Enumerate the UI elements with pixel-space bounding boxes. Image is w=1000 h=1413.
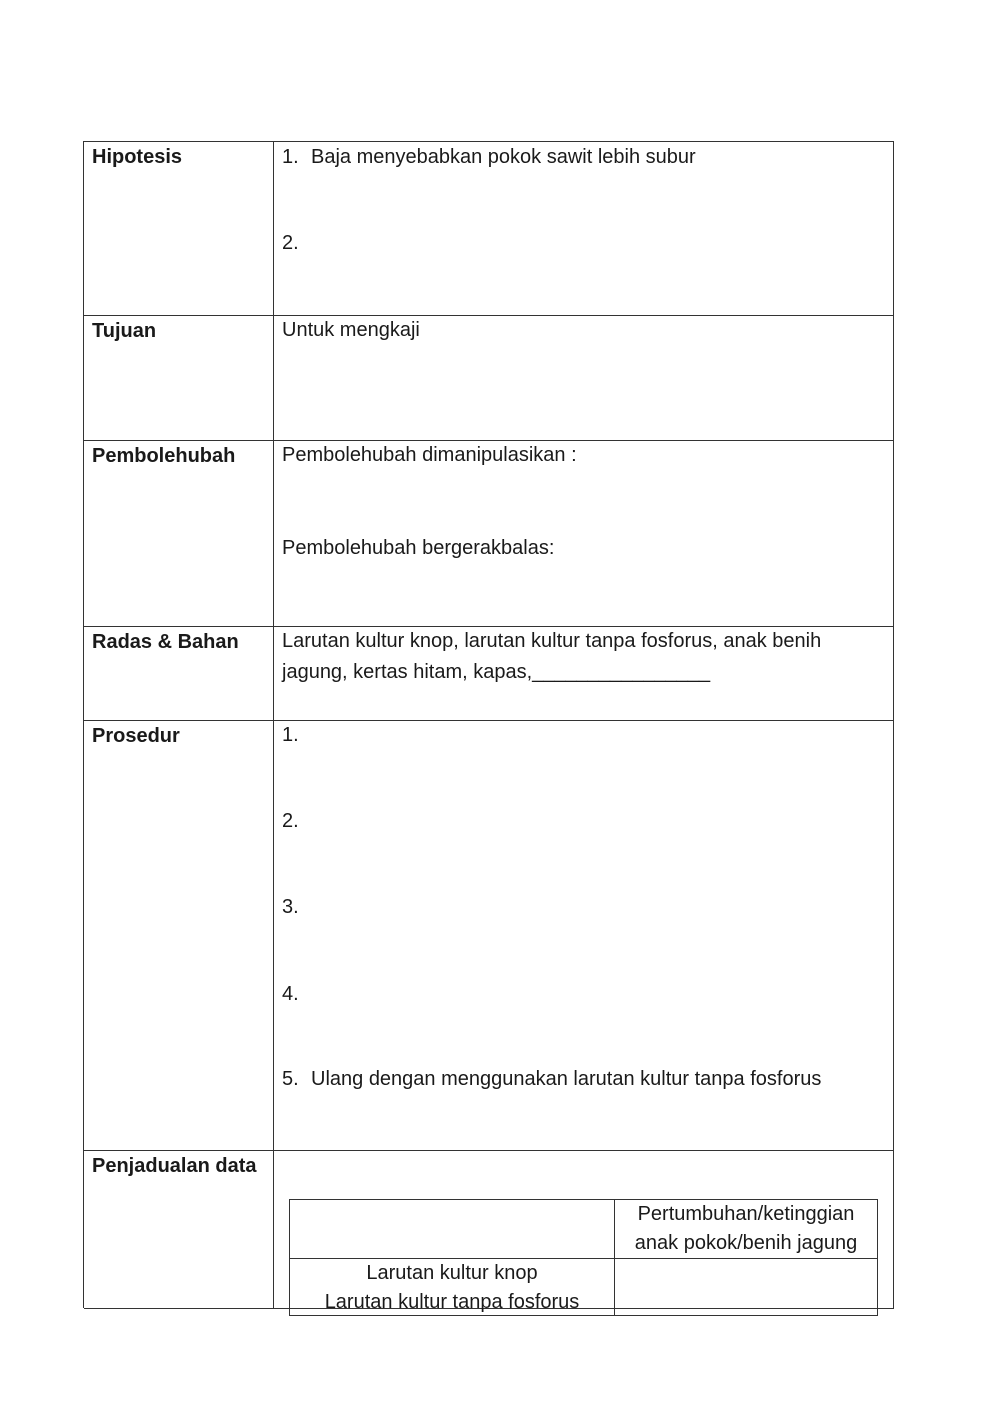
hipotesis-item-2[interactable] <box>282 232 311 255</box>
label-cell-radas-bahan <box>84 627 274 720</box>
row-tujuan <box>84 316 894 441</box>
responding-variable-text: Pembolehubah bergerakbalas: <box>282 537 555 559</box>
label-cell-prosedur <box>84 721 274 1150</box>
prosedur-step-5 <box>282 1068 821 1091</box>
hipotesis-item-number: 1. <box>282 146 299 168</box>
step-text: Ulang dengan menggunakan larutan kultur tanpa fosforus <box>311 1068 822 1090</box>
content-cell-prosedur[interactable] <box>274 721 894 1150</box>
prosedur-step-2[interactable] <box>282 810 311 833</box>
data-table-growth-input-cell[interactable] <box>615 1259 877 1315</box>
prosedur-step-1[interactable] <box>282 724 311 747</box>
label-radas-bahan: Radas & Bahan <box>92 631 239 653</box>
radas-line-1: Larutan kultur knop, larutan kultur tanpa fosforus, anak benih <box>282 630 822 652</box>
content-cell-pembolehubah[interactable] <box>274 441 894 626</box>
content-cell-radas-bahan[interactable] <box>274 627 894 720</box>
hipotesis-item-number: 2. <box>282 232 299 254</box>
solution-line-1: Larutan kultur knop <box>366 1262 538 1284</box>
header-growth-line-2: anak pokok/benih jagung <box>634 1232 858 1254</box>
label-cell-pembolehubah <box>84 441 274 626</box>
label-cell-hipotesis <box>84 142 274 315</box>
step-number: 5. <box>282 1068 299 1090</box>
label-prosedur: Prosedur <box>92 725 180 747</box>
header-growth-line-1: Pertumbuhan/ketinggian <box>637 1203 855 1225</box>
hipotesis-item-1 <box>282 146 696 169</box>
row-hipotesis <box>84 142 894 316</box>
data-table-header-growth <box>615 1200 877 1258</box>
label-pembolehubah: Pembolehubah <box>92 445 236 467</box>
step-number: 4. <box>282 983 299 1005</box>
data-table <box>289 1199 878 1316</box>
step-number: 2. <box>282 810 299 832</box>
label-cell-tujuan <box>84 316 274 440</box>
step-number: 3. <box>282 896 299 918</box>
label-cell-penjadualan <box>84 1151 274 1308</box>
content-cell-tujuan[interactable] <box>274 316 894 440</box>
tujuan-text: Untuk mengkaji <box>282 319 420 341</box>
radas-line-2: jagung, kertas hitam, kapas,________________ <box>282 661 711 683</box>
label-hipotesis: Hipotesis <box>92 146 183 168</box>
row-penjadualan-data <box>84 1151 894 1313</box>
prosedur-step-4[interactable] <box>282 983 311 1006</box>
prosedur-step-3[interactable] <box>282 896 311 919</box>
solution-line-2: Larutan kultur tanpa fosforus <box>324 1291 580 1313</box>
row-radas-bahan <box>84 627 894 721</box>
step-number: 1. <box>282 724 299 746</box>
worksheet-table <box>83 141 894 1313</box>
data-table-header-empty-cell <box>290 1200 614 1258</box>
content-cell-hipotesis[interactable] <box>274 142 894 315</box>
hipotesis-item-text: Baja menyebabkan pokok sawit lebih subur <box>311 146 696 168</box>
label-tujuan: Tujuan <box>92 320 157 342</box>
row-pembolehubah <box>84 441 894 627</box>
data-table-solution-cell <box>290 1259 614 1317</box>
row-prosedur <box>84 721 894 1151</box>
label-penjadualan-data: Penjadualan data <box>92 1155 257 1177</box>
manipulated-variable-text: Pembolehubah dimanipulasikan : <box>282 444 577 466</box>
